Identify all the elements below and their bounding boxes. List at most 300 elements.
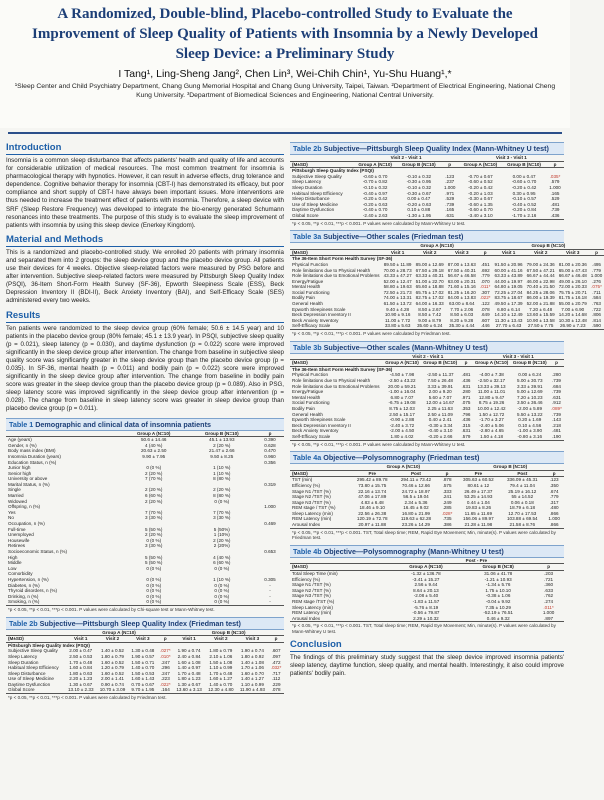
table-cell: 7.00 ± 6.90: [561, 306, 585, 312]
table-cell: .739: [550, 207, 560, 213]
table-cell: .011*: [543, 604, 554, 610]
table-cell: 0.44 ± 1.04: [466, 499, 490, 505]
table-title: [6, 617, 284, 630]
column-header: p: [157, 636, 173, 643]
table-cell: 18.79 ± 6.18: [509, 505, 536, 511]
author-list: I Tang¹, Ling-Sheng Jang², Chen Lin³, Wei-Chih Chin¹, Yu-Shu Huang¹,*: [118, 68, 452, 80]
group-header: Group A (N=10): [350, 464, 456, 470]
table-cell: REM stage /TST (%): [292, 599, 335, 604]
table-cell: 1.60 ± 1.27: [209, 676, 233, 682]
table-cell: 2.10 ± 1.06: [209, 653, 233, 659]
table-cell: 1 (10%): [213, 532, 230, 538]
table-cell: 2.34 ± 5.36: [404, 499, 428, 505]
table-cell: Full-time: [8, 526, 26, 532]
table-cell: 2.00 ± 9.20: [428, 389, 452, 395]
table-cell: .436: [461, 417, 471, 423]
column-header: Visit 2: [205, 636, 237, 643]
table-cell: -: [269, 588, 271, 594]
table-cell: -0.60 ± 0.52: [468, 179, 493, 185]
table-cell: .317: [549, 499, 559, 505]
table-cell: .296: [160, 665, 170, 671]
table-cell: -4.00 ± 7.38: [479, 372, 504, 378]
column-header: Pre: [456, 470, 500, 477]
results-title: Results: [6, 310, 284, 323]
table-cell: 13.10 ± 2.33: [65, 687, 97, 693]
table-cell: Yes: [8, 509, 16, 515]
table-cell: 1.20 ± 0.79: [101, 665, 124, 671]
table-note: *p < 0.05, **p < 0.01, ***p < 0.001. TST, Total sleep time; REM, Rapid Eye Movement; Min, minute(s). P values were calculated by Friedman test.: [292, 529, 556, 541]
group-header: Visit 3 - Visit 1: [459, 155, 564, 161]
table-cell: 11.90 ± 4.93: [237, 687, 268, 693]
table-cell: 7 (70 %): [213, 509, 231, 515]
table-cell: 66.67 ± 44.44: [526, 273, 555, 279]
table-cell: 0 (0 %): [146, 565, 162, 571]
table-cell: 26.49 ± 17.37: [464, 488, 493, 494]
table-cell: Smoking, n (%): [6, 599, 120, 605]
table-cell: REM Latency (min): [292, 610, 332, 616]
table-cell: -2.80 ± 4.65: [479, 428, 504, 434]
table-cell: 86.00 ± 19.39: [526, 295, 555, 301]
table-cell: 51.00 ± 22.70: [415, 278, 444, 284]
table-cell: 1.50 ± 1.08: [209, 659, 233, 665]
table-cell: 7.20 ± 6.48: [529, 306, 553, 312]
table-cell: 0 (0 %): [188, 599, 256, 605]
table-cell: 52.00 ± 12.47: [383, 278, 412, 284]
table-number: Table 2b: [9, 618, 38, 628]
table-cell: 1.70 ± 0.48: [177, 670, 201, 676]
table-cell: -4.50 ± 7.98: [389, 372, 415, 378]
table-row: [6, 599, 284, 605]
table-cell: 10.30 ± 12.48: [558, 317, 587, 323]
table-cell: Drinking, n (%): [8, 593, 39, 599]
table-cell: 2.56 ± 9.44: [414, 582, 438, 588]
table-cell: 2 (20 %): [213, 442, 231, 448]
table-cell: 74.00 ± 13.31: [383, 295, 412, 301]
table-cell: .633: [544, 587, 554, 593]
table-cell: Energy/Fatigue: [292, 278, 324, 284]
table-cell: Habitual Sleep Efficiency: [8, 665, 59, 671]
table-cell: 56.67 ± 46.58: [447, 273, 476, 279]
table-cell: 1 (10 %): [213, 576, 231, 582]
column-header: (M±SD): [290, 564, 389, 571]
table-caption: Subjective—Pittsburgh Sleep Quality Index (Friedman test): [37, 618, 241, 628]
column-header: (M±SD): [6, 636, 65, 643]
methods-title: Material and Methods: [6, 234, 284, 247]
table-title: [6, 418, 284, 431]
table-cell: 4 (40 %): [213, 554, 231, 560]
data-table: [290, 464, 564, 529]
table-cell: 1.000: [443, 184, 456, 190]
section-label: Pittsburgh Sleep Quality Index (PSQI): [8, 642, 90, 648]
table-cell: 8 (80 %): [213, 476, 231, 482]
table-cell: .285: [442, 505, 452, 511]
table-cell: 2.00 ± 1.41: [101, 676, 124, 682]
table-row: [290, 323, 604, 329]
table-cell: 12.00 ± 14.67: [426, 400, 455, 406]
table-cell: -0.38 ± 1.06: [485, 593, 511, 599]
table-cell: 11.30 ± 13.43: [494, 317, 523, 323]
table-number: Table 4b: [293, 546, 322, 556]
table-title: [290, 451, 564, 464]
table-cell: -2.50 ± 32.17: [478, 378, 506, 383]
table-cell: 2.29 ± 10.32: [389, 616, 463, 622]
table-cell: 18.46 ± 9.10: [359, 505, 385, 511]
table-cell: 8.20 ± 9.28: [450, 317, 474, 323]
column-header: Visit 1: [65, 636, 97, 643]
table-cell: .165: [550, 190, 560, 196]
table-cell: .607: [480, 317, 490, 323]
table-cell: 0.960: [264, 453, 276, 459]
table-cell: 9.50 ± 8.25: [210, 453, 234, 459]
table-title: [290, 545, 564, 558]
table-cell: .480: [549, 505, 559, 511]
table-cell: .010*: [159, 653, 171, 659]
table-cell: 336.09 ± 45.31: [506, 477, 538, 483]
table-cell: 0.70 ± 0.67: [131, 681, 155, 687]
table-cell: Sleep Latency: [8, 653, 38, 659]
table-cell: Beck Depression Inventory II: [292, 422, 351, 428]
table-cell: .123: [445, 173, 455, 179]
table-cell: -0.56 ± 79.87: [412, 610, 440, 616]
table-cell: 25.19 ± 16.12: [508, 488, 537, 494]
table-cell: Global Score: [6, 687, 65, 693]
conclusion-title: Conclusion: [290, 639, 564, 652]
table-cell: Sleep Latency (min): [292, 510, 333, 516]
table-cell: 0 (0 %): [146, 588, 162, 594]
table-cell: .451: [480, 261, 490, 267]
table-cell: -0.60 ± 0.70: [511, 179, 537, 185]
table-cell: Habitual Sleep Efficiency: [292, 190, 343, 196]
column-header: p: [459, 360, 472, 367]
left-column: [6, 138, 284, 701]
data-table: [290, 155, 564, 220]
table-cell: Middle: [8, 560, 22, 566]
table-cell: 0 (0 %): [214, 565, 230, 571]
table-cell: 1.70 ± 0.48: [69, 659, 93, 665]
table-cell: 1.60 ± 0.84: [69, 665, 93, 671]
table-cell: 12.30 ± 4.80: [205, 687, 237, 693]
table-cell: 2.50 ± 15.17: [389, 411, 415, 417]
table-cell: .897: [533, 616, 564, 622]
table-cell: 1.40 ± 0.52: [101, 648, 124, 654]
table-cell: -1.32 ± 136.78: [411, 571, 441, 577]
table-cell: 1.60 ± 1.08: [177, 659, 201, 665]
table-cell: Social Functioning: [292, 400, 330, 406]
table-cell: .386: [438, 522, 457, 528]
table-row: [6, 687, 284, 693]
table-cell: .353: [461, 405, 471, 411]
table-cell: .022*: [479, 295, 491, 301]
table-cell: 1.70 ± 0.48: [209, 670, 233, 676]
table-cell: .112: [271, 676, 281, 682]
table-cell: -2.00 ± 4.50: [389, 428, 415, 434]
table-cell: -0.20 ± 0.63: [362, 201, 388, 207]
table-cell: .032*: [270, 665, 282, 671]
table-cell: Bodily Pain: [292, 295, 315, 301]
table-cell: 1.40 ± 0.70: [209, 681, 233, 687]
table-cell: -0.60 ± 0.70: [362, 173, 388, 179]
table-cell: -1.00 ± 16.04: [388, 389, 416, 395]
table-row: [6, 665, 284, 671]
table-caption: Subjective—Other scales (Friedman test): [321, 232, 464, 242]
table-cell: 8.50 ± 6.03: [450, 312, 474, 318]
table-cell: .814: [592, 317, 601, 323]
table-2b: [6, 617, 284, 701]
table-cell: Single: [8, 487, 21, 493]
table-cell: .763: [592, 301, 601, 307]
table-cell: 85.00 ± 12.69: [415, 261, 444, 267]
column-header: Visit 3: [128, 636, 157, 643]
table-cell: 22.56 ± 26.38: [358, 510, 387, 516]
table-cell: 7.70 ± 2.06: [450, 306, 474, 312]
table-cell: Stage N2 /TST (%): [292, 494, 331, 500]
table-cell: 7.20 ± 10.23: [517, 394, 543, 400]
table-cell: -0.30 ± 0.95: [406, 179, 432, 185]
table-cell: Mental Health: [292, 284, 321, 290]
group-header: Visit 2 - Visit 1: [353, 155, 458, 161]
table-cell: 20.63 ± 2.50: [140, 448, 167, 454]
column-header: Group A (N=10): [389, 564, 463, 571]
table-cell: Daytime Dysfunction: [292, 207, 335, 213]
table-cell: .436: [546, 213, 564, 219]
table-cell: .739: [445, 201, 455, 207]
table-cell: 0.00 ± 0.47: [512, 173, 536, 179]
table-cell: 2 (20 %): [145, 487, 163, 493]
table-cell: -2.50 ± 11.37: [426, 372, 454, 378]
table-cell: 16.80 ± 21.99: [401, 510, 430, 516]
poster-title: A Randomized, Double-blind, Placebo-controlled Study to Evaluate the Improvement of Sleep Quality of Patients with Insomnia by a Newly Developed Sleep Device: a Preliminary Study: [32, 6, 538, 62]
table-cell: 50.6 ± 14.46: [140, 437, 167, 443]
table-cell: 9.40 ± 4.28: [386, 306, 410, 312]
table-cell: 27.50 ± 7.75: [525, 323, 557, 329]
table-cell: Widowed: [8, 498, 27, 504]
table-cell: No: [8, 515, 14, 521]
table-cell: .529: [445, 196, 455, 202]
table-cell: 6 (60 %): [145, 493, 163, 499]
table-header-row: [290, 161, 564, 168]
column-header: Group A (N=10): [459, 161, 502, 168]
table-cell: 0.356: [264, 459, 276, 465]
table-cell: Sleep Duration: [292, 184, 323, 190]
table-cell: .028*: [441, 510, 453, 516]
table-cell: 0 (0 %): [146, 537, 162, 543]
table-cell: 2.20 ± 1.23: [69, 676, 93, 682]
table-cell: 0.10 ± 0.88: [407, 207, 431, 213]
column-header: (M±SD): [290, 360, 383, 367]
table-cell: 1.40 ± 1.27: [240, 676, 264, 682]
table-cell: -1.70 ± 3.27: [479, 417, 504, 423]
table-cell: REM stage / TST (%): [292, 505, 336, 511]
table-cell: 0 (0 %): [214, 588, 230, 594]
table-cell: Total Sleep Time (min): [292, 571, 338, 577]
table-cell: 11.00 ± 11.01: [477, 389, 506, 395]
table-row: [290, 213, 564, 219]
table-cell: 43.33 ± 47.27: [383, 273, 412, 279]
table-cell: Stage N3 /TST (%): [292, 499, 331, 505]
table-cell: 84.25 ± 28.06: [526, 289, 555, 295]
table-cell: REM Latency (min): [292, 516, 332, 522]
table-note: *p < 0.05, **p < 0.01, ***p < 0.001. TST, Total sleep time; REM, Rapid Eye Movement; Min, minute(s). P values were calculated by Mann-Whitney U test.: [292, 623, 556, 634]
table-cell: 3.33 ± 39.91: [427, 383, 453, 389]
table-cell: 81.75 ± 16.18: [558, 295, 587, 301]
table-cell: 14.10 ± 12.49: [494, 312, 523, 318]
table-cell: .971: [445, 190, 455, 196]
column-header: (M±SD): [290, 249, 382, 256]
table-cell: .481: [461, 372, 471, 378]
table-cell: Use of Sleep Medicine: [8, 676, 54, 682]
table-cell: 0.00 ± 0.47: [407, 196, 431, 202]
table-cell: -: [269, 582, 271, 588]
table-cell: Physical Function: [292, 261, 329, 267]
table-cell: 11.65 ± 11.69: [464, 510, 493, 516]
table-cell: 49.50 ± 17.39: [494, 301, 523, 307]
table-cell: 1.000: [549, 184, 561, 190]
table-cell: Comorbidity: [8, 571, 33, 577]
data-table: [6, 431, 284, 606]
table-cell: -0.60 ± 0.70: [468, 207, 493, 213]
table-cell: Insomnia Duration (years): [8, 453, 61, 459]
table-cell: 1.80 ± 0.79: [209, 648, 233, 654]
table-cell: -2.00 ± 5.89: [517, 405, 543, 411]
table-cell: -0.40 ± 0.52: [511, 201, 537, 207]
table-cell: Sleep Disturbance: [8, 670, 46, 676]
table-cell: Housewife: [8, 537, 30, 543]
table-cell: .274: [544, 599, 554, 604]
table-cell: 103.88 ± 69.54: [506, 516, 538, 522]
table-cell: .739: [552, 411, 561, 417]
table-cell: -0.10 ± 0.32: [406, 173, 432, 179]
column-header: p: [478, 249, 493, 256]
table-cell: Offspring, n (%): [8, 504, 41, 510]
table-cell: Role limitations due to Emotional Problems: [292, 383, 380, 389]
table-cell: 23.26 ± 14.29: [394, 522, 438, 528]
table-cell: .529: [550, 196, 560, 202]
table-cell: -0.40 ± 3.10: [427, 428, 453, 434]
table-cell: .739: [552, 389, 561, 395]
table-cell: 0.90 ± 0.74: [101, 681, 124, 687]
table-cell: -5.76 ± 8.19: [413, 604, 439, 610]
table-cell: 63.00 ± 20.31: [447, 278, 476, 284]
table-cell: 5 (50 %): [145, 554, 163, 560]
table-cell: Beck Depression Inventory II: [292, 312, 351, 318]
column-header: Group A (N=10): [383, 360, 421, 367]
table-cell: 14.20 ± 14.68: [558, 312, 587, 318]
table-cell: 63.33 ± 43.89: [494, 273, 523, 279]
table-cell: Marital Status, n (%): [8, 481, 50, 487]
table-cell: 0 (0 %): [214, 582, 230, 588]
table-cell: -0.20 ± 0.42: [511, 184, 537, 190]
table-cell: 70.00 ± 28.73: [383, 267, 412, 273]
table-cell: .649: [480, 312, 490, 318]
table-cell: 294.11 ± 73.42: [400, 477, 432, 483]
table-cell: 33.80 ± 5.63: [382, 323, 414, 329]
column-header: p: [268, 636, 284, 643]
table-cell: .631: [461, 383, 471, 389]
table-cell: 0.40 ± 2.41: [428, 417, 452, 423]
table-note: *p < 0.05, **p < 0.01, ***p < 0.001. P values were calculated by Friedman test.: [292, 331, 451, 337]
table-cell: -0.20 ± 0.42: [362, 196, 388, 202]
table-cell: 2 (20%): [213, 543, 230, 549]
table-cell: Physical Function: [292, 372, 329, 378]
table-cell: Use of Sleep Medicine: [292, 201, 338, 207]
table-cell: .472: [271, 659, 281, 665]
table-cell: 65.75 ± 17.02: [415, 289, 444, 295]
column-header: p: [544, 470, 564, 477]
table-cell: Education Status, n (%): [8, 459, 57, 465]
table-cell: 0.00 ± 6.24: [518, 372, 542, 378]
table-cell: -1.21 ± 10.93: [484, 576, 512, 582]
column-header: Group B (N=10): [188, 431, 256, 437]
table-cell: 0 (0 %): [146, 465, 162, 471]
table-cell: 5 (50 %): [145, 526, 163, 532]
table-cell: 52.00 ± 21.88: [526, 301, 555, 307]
table-row: [290, 434, 564, 440]
table-cell: .350: [549, 482, 559, 488]
table-cell: 1.30 ± 0.67: [177, 681, 201, 687]
table-cell: 63.00 ± 8.64: [449, 301, 475, 307]
table-cell: 13.60 ± 3.13: [173, 687, 205, 693]
table-cell: 2.50 ± 0.53: [69, 653, 93, 659]
table-header-row: [290, 249, 604, 256]
table-cell: 73.80 ± 15.75: [358, 482, 387, 488]
table-cell: -1.70 ± 2.16: [502, 213, 546, 219]
table-cell: Socioeconomic Status, n (%): [8, 549, 67, 554]
table-cell: .878: [442, 477, 452, 483]
table-cell: 47.06 ± 17.89: [358, 494, 387, 500]
table-cell: 1.60 ± 1.43: [131, 676, 155, 682]
column-header: p: [441, 161, 459, 168]
table-cell: 8.75 ± 12.03: [389, 405, 415, 411]
table-cell: General Health: [292, 301, 323, 307]
table-cell: 63.33 ± 40.31: [415, 273, 444, 279]
table-cell: 58.80 ± 19.63: [383, 284, 412, 290]
table-cell: 81.25 ± 16.20: [447, 289, 476, 295]
table-cell: -0.70 ± 0.82: [362, 179, 388, 185]
table-cell: .575: [442, 482, 452, 488]
table-cell: .796: [461, 411, 471, 417]
table-cell: 1.50 ± 4.18: [473, 434, 511, 440]
table-cell: Daytime Dysfunction: [8, 681, 51, 687]
table-cell: 87.00 ± 13.63: [447, 261, 476, 267]
table-cell: 67.50 ± 47.21: [526, 267, 555, 273]
table-cell: .971: [461, 394, 471, 400]
table-cell: .280: [552, 372, 561, 378]
table-cell: .075: [461, 400, 471, 406]
table-cell: .495: [592, 261, 601, 267]
table-cell: .806: [592, 312, 601, 318]
group-header: Group A (N=10): [382, 243, 493, 249]
table-cell: Energy/Fatigue: [292, 389, 324, 395]
table-cell: 6.80 ± 6.14: [497, 306, 521, 312]
table-cell: 0.06 ± 0.18: [510, 499, 534, 505]
table-caption: Demographic and clinical data of insomnia patients: [33, 419, 211, 429]
table-cell: -0.30 ± 0.67: [468, 196, 493, 202]
table-cell: 1.30 ± 0.48: [131, 648, 155, 654]
table-cell: Stage N2 /TST (%): [292, 587, 331, 593]
table-cell: 65.00 ± 47.43: [558, 267, 587, 273]
table-cell: 0 (0 %): [120, 599, 188, 605]
group-header: Visit 3 - Visit 1: [473, 354, 564, 360]
table-cell: 8 (80 %): [213, 493, 231, 499]
table-cell: 26.90 ± 7.23: [557, 323, 589, 329]
table-cell: 0 (0 %): [214, 498, 230, 504]
table-caption: Objective—Polysomnography (Mann-Whitney U test): [321, 546, 504, 556]
table-cell: Subjective Sleep Quality: [292, 173, 342, 179]
table-cell: .631: [441, 213, 459, 219]
table-cell: -1.30 ± 1.95: [397, 213, 441, 219]
table-cell: 89.50 ± 11.89: [383, 261, 412, 267]
table-cell: 24.72 ± 18.97: [401, 488, 430, 494]
